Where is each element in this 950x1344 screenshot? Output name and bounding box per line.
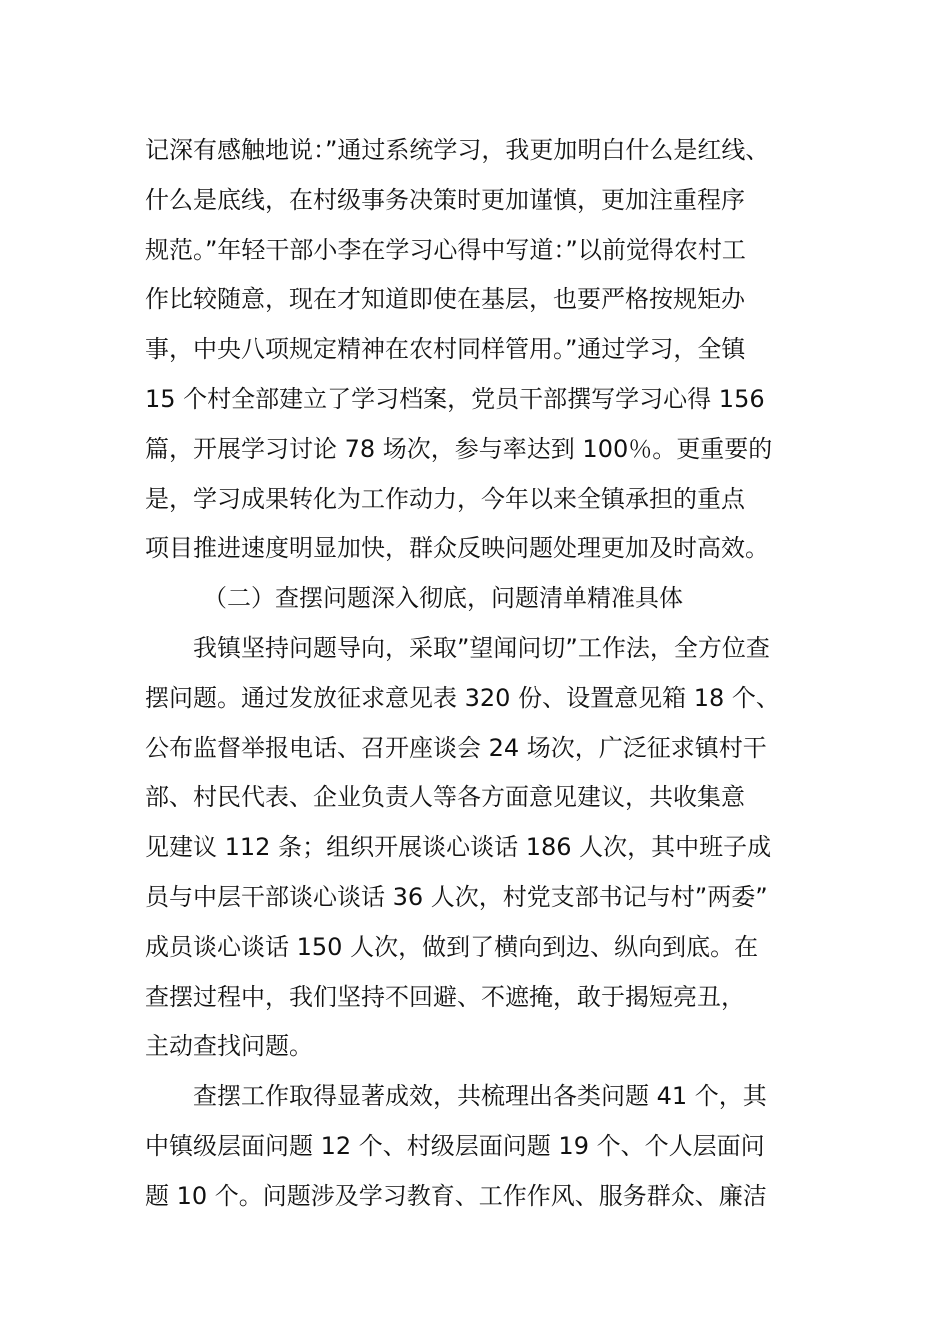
paragraph-first-line: 查摆工作取得显著成效，共梳理出各类问题 41 个，其: [193, 1082, 767, 1111]
document-body: [145, 126, 825, 1222]
body-line: 中镇级层面问题 12 个、村级层面问题 19 个、个人层面问: [145, 1131, 765, 1160]
body-line: 成员谈心谈话 150 人次，做到了横向到边、纵向到底。在: [145, 932, 759, 961]
body-line: 见建议 112 条；组织开展谈心谈话 186 人次，其中班子成: [145, 833, 772, 862]
body-line: 主动查找问题。: [145, 1032, 313, 1061]
body-line: 规范。”年轻干部小李在学习心得中写道：”以前觉得农村工: [145, 235, 746, 264]
body-line: 员与中层干部谈心谈话 36 人次，村党支部书记与村”两委”: [145, 882, 768, 911]
body-line: 部、村民代表、企业负责人等各方面意见建议，共收集意: [145, 783, 745, 812]
body-line: 摆问题。通过发放征求意见表 320 份、设置意见箱 18 个、: [145, 683, 780, 712]
body-line: 项目推进速度明显加快，群众反映问题处理更加及时高效。: [145, 534, 769, 563]
paragraph-first-line: 我镇坚持问题导向，采取”望闻问切”工作法，全方位查: [193, 633, 770, 662]
body-line: 作比较随意，现在才知道即使在基层，也要严格按规矩办: [145, 285, 745, 314]
body-line: 什么是底线，在村级事务决策时更加谨慎，更加注重程序: [145, 185, 745, 214]
body-line: 是，学习成果转化为工作动力，今年以来全镇承担的重点: [145, 484, 745, 513]
section-heading: （二）查摆问题深入彻底，问题清单精准具体: [203, 584, 683, 613]
body-line: 篇，开展学习讨论 78 场次，参与率达到 100％。更重要的: [145, 434, 773, 463]
body-line: 查摆过程中，我们坚持不回避、不遮掩，敢于揭短亮丑，: [145, 982, 745, 1011]
body-line: 记深有感触地说：”通过系统学习，我更加明白什么是红线、: [145, 136, 770, 164]
body-line: 15 个村全部建立了学习档案，党员干部撰写学习心得 156: [145, 384, 765, 413]
body-line: 题 10 个。问题涉及学习教育、工作作风、服务群众、廉洁: [145, 1181, 767, 1210]
body-line: 事，中央八项规定精神在农村同样管用。”通过学习，全镇: [145, 335, 746, 364]
body-line: 公布监督举报电话、召开座谈会 24 场次，广泛征求镇村干: [145, 733, 767, 762]
